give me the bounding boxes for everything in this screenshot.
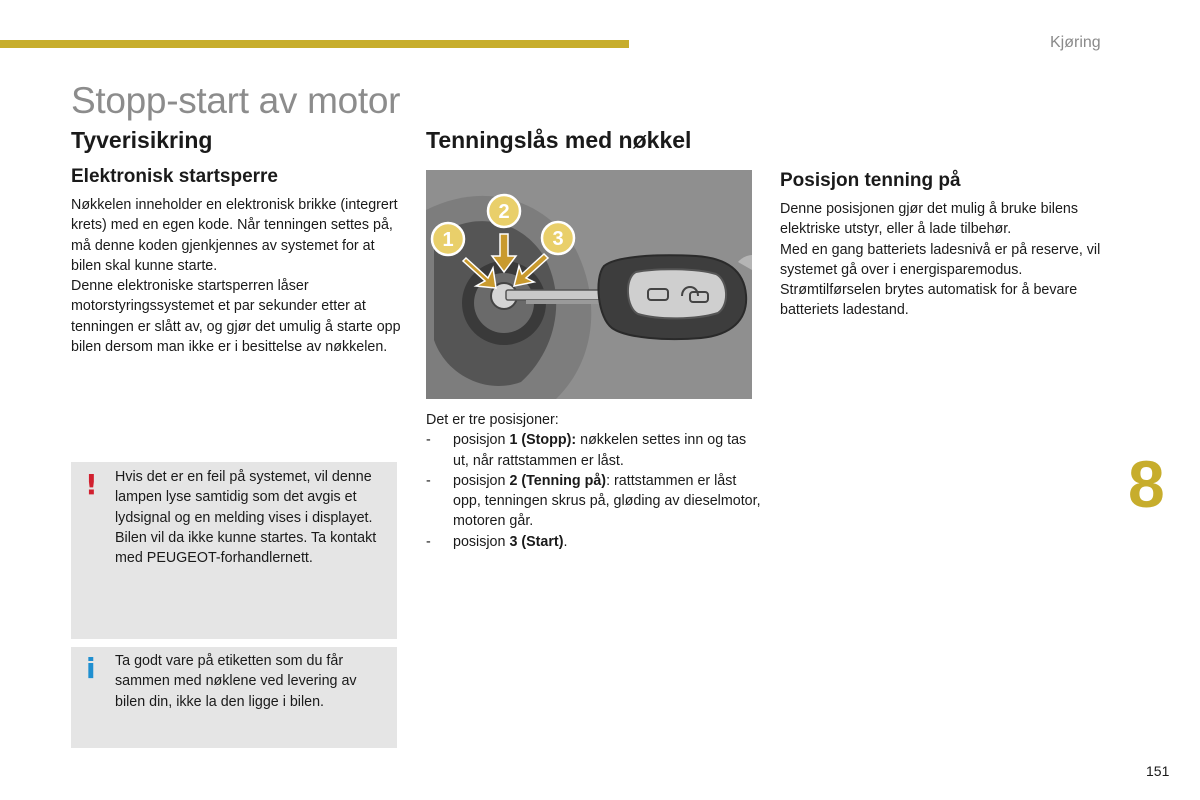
right-paragraph: Denne posisjonen gjør det mulig å bruke bilens elektriske utstyr, eller å lade tilbehør. xyxy=(780,201,1079,238)
page-number: 151 xyxy=(1146,763,1170,779)
callout-2-label: 2 xyxy=(498,201,510,223)
warning-paragraph: Bilen vil da ikke kunne startes. Ta kontakt med PEUGEOT-forhandlernett. xyxy=(115,529,377,567)
list-item-description: nøkkelen settes inn og tas ut, når rattstammen er låst. xyxy=(453,432,747,469)
middle-heading: Tenningslås med nøkkel xyxy=(426,127,692,153)
section-label: Kjøring xyxy=(1050,34,1101,51)
chapter-number: 8 xyxy=(1128,447,1165,521)
positions-intro: Det er tre posisjoner: xyxy=(426,412,559,428)
ignition-key-illustration xyxy=(426,170,752,399)
right-subheading: Posisjon tenning på xyxy=(780,170,961,191)
info-text xyxy=(115,651,387,712)
warning-text xyxy=(115,467,387,568)
left-paragraph: Nøkkelen inneholder en elektronisk brikke (integrert krets) med en egen kode. Når tenningen settes på, må denne koden gjenkjennes av systemet for at bilen skal kunne starte. xyxy=(71,197,398,274)
warning-box xyxy=(71,462,397,639)
list-item-description: : rattstammen er låst opp, tenningen skrus på, gløding av dieselmotor, motoren går. xyxy=(453,472,761,530)
header-accent-rule xyxy=(0,40,629,48)
list-item xyxy=(426,532,766,552)
list-item-prefix: posisjon xyxy=(453,432,510,449)
list-item-prefix: posisjon xyxy=(453,472,510,489)
list-dash: - xyxy=(426,432,431,449)
list-item xyxy=(426,471,766,532)
list-item-description: . xyxy=(563,533,568,550)
key-fob-buttons xyxy=(628,269,726,318)
page-title: Stopp-start av motor xyxy=(71,80,401,121)
left-subheading: Elektronisk startsperre xyxy=(71,166,278,187)
right-body xyxy=(780,199,1116,321)
list-item xyxy=(426,430,766,471)
left-heading: Tyverisikring xyxy=(71,127,213,153)
left-body xyxy=(71,195,401,357)
list-dash: - xyxy=(426,533,431,550)
right-paragraph: Med en gang batteriets ladesnivå er på reserve, vil systemet gå over i energisparemodus. Strømtilførselen brytes automatisk for å bevare batteriets ladestand. xyxy=(780,241,1101,319)
info-paragraph: Ta godt vare på etiketten som du får sammen med nøklene ved levering av bilen din, ikke la den ligge i bilen. xyxy=(115,653,357,710)
warning-paragraph: Hvis det er en feil på systemet, vil denne lampen lyse samtidig som det avgis et lydsignal og en melding vises i displayet. xyxy=(115,469,373,526)
list-item-prefix: posisjon xyxy=(453,533,510,550)
list-item-position: 1 (Stopp): xyxy=(509,432,577,449)
list-item-position: 3 (Start) xyxy=(509,533,564,550)
warning-exclamation-icon: ! xyxy=(85,468,98,501)
key-blade xyxy=(506,290,608,300)
key-blade-edge xyxy=(526,300,601,304)
callout-1-label: 1 xyxy=(442,229,454,251)
positions-list xyxy=(426,410,766,552)
info-icon: i xyxy=(86,652,96,685)
left-paragraph: Denne elektroniske startsperren låser motorstyringssystemet et par sekunder etter at tenningen er slått av, og gjør det umulig å starte opp bilen dersom man ikke er i besittelse av nøkkelen. xyxy=(71,278,401,356)
list-item-position: 2 (Tenning på) xyxy=(509,472,607,489)
info-box xyxy=(71,647,397,748)
list-dash: - xyxy=(426,472,431,489)
callout-3-label: 3 xyxy=(552,228,564,250)
